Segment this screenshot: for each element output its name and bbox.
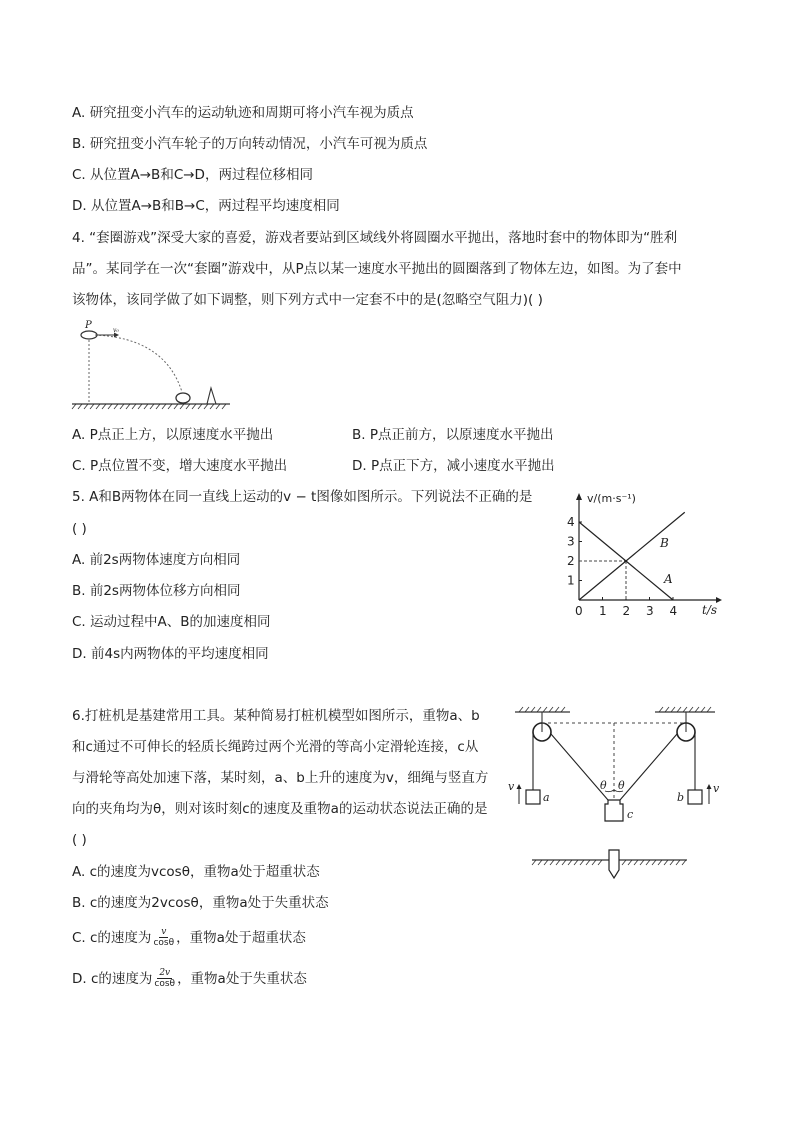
q5-stem-line2: ( ): [72, 521, 87, 537]
fraction-2v-over-cos: [154, 968, 175, 989]
q6-stem-line1: 6.打桩机是基建常用工具。某种简易打桩机模型如图所示，重物a、b: [72, 708, 480, 724]
q5-option-c: C. 运动过程中A、B的加速度相同: [72, 614, 271, 630]
y-tick-label: 1: [567, 573, 575, 588]
q6-stem-line5: ( ): [72, 832, 87, 848]
q6-stem-line3: 与滑轮等高处加速下落，某时刻，a、b上升的速度为v，细绳与竖直方: [72, 770, 489, 786]
q4-label-p: P: [85, 320, 92, 331]
q5-option-d: D. 前4s内两物体的平均速度相同: [72, 646, 269, 662]
q6-stem-line4: 向的夹角均为θ，则对该时刻c的速度及重物a的运动状态说法正确的是: [72, 801, 488, 817]
series-label-b: B: [660, 536, 669, 550]
q5-option-a: A. 前2s两物体速度方向相同: [72, 552, 241, 568]
q6-pile-driver-figure: [505, 700, 730, 885]
y-axis-arrow-icon: [576, 493, 582, 500]
q6-label-a: a: [543, 791, 550, 804]
x-tick-label: 2: [622, 604, 631, 618]
fraction-v-over-cos: [153, 927, 174, 948]
target-object-icon: [207, 388, 216, 404]
q5-option-b: B. 前2s两物体位移方向相同: [72, 583, 241, 599]
q4-stem-line3: 该物体，该同学做了如下调整，则下列方式中一定套不中的是(忽略空气阻力)( ): [72, 292, 543, 308]
q6-label-b: b: [677, 791, 685, 804]
origin-label: 0: [575, 604, 583, 618]
weight-a: [526, 790, 540, 804]
q6-option-b: B. c的速度为2vcosθ，重物a处于失重状态: [72, 895, 329, 911]
q4-stem-line1: 4. “套圈游戏”深受大家的喜爱，游戏者要站到区域线外将圆圈水平抛出，落地时套中的物体即为“胜利: [72, 230, 678, 246]
q3-option-a: A. 研究扭变小汽车的运动轨迹和周期可将小汽车视为质点: [72, 105, 414, 121]
q4-label-v0: v₀: [113, 327, 119, 334]
q5-stem-line1: 5. A和B两物体在同一直线上运动的v − t图像如图所示。下列说法不正确的是: [72, 489, 533, 505]
fraction-denominator: cosθ: [154, 979, 176, 989]
q4-option-b: B. P点正前方，以原速度水平抛出: [352, 427, 554, 443]
fraction-denominator: cosθ: [153, 938, 175, 948]
x-tick-label: 3: [646, 604, 654, 618]
q4-option-c: C. P点位置不变，增大速度水平抛出: [72, 458, 288, 474]
q4-projectile-figure: [70, 318, 240, 410]
q6-label-theta-right: θ: [618, 779, 625, 792]
fraction-numerator: v: [161, 927, 167, 937]
q4-option-d: D. P点正下方，减小速度水平抛出: [352, 458, 555, 474]
q6-option-c-suffix: ，重物a处于超重状态: [176, 929, 306, 946]
q3-option-c: C. 从位置A→B和C→D，两过程位移相同: [72, 167, 313, 183]
q3-option-b: B. 研究扭变小汽车轮子的万向转动情况，小汽车可视为质点: [72, 136, 428, 152]
ring-landed-icon: [176, 393, 190, 403]
series-label-a: A: [664, 572, 673, 586]
pile-icon: [609, 850, 619, 878]
x-axis-label: t/s: [702, 603, 718, 617]
q4-stem-line2: 品”。某同学在一次“套圈”游戏中，从P点以某一速度水平抛出的圆圈落到了物体左边，如图。为了套中: [72, 261, 682, 277]
q6-label-theta-left: θ: [600, 779, 607, 792]
fraction-numerator: 2v: [159, 968, 171, 978]
q6-option-d-suffix: ，重物a处于失重状态: [177, 970, 307, 987]
ring-start-icon: [81, 331, 97, 339]
q6-option-d: [72, 968, 307, 989]
q6-label-v-left: v: [508, 780, 515, 793]
x-tick-label: 1: [599, 604, 607, 618]
q3-option-d: D. 从位置A→B和B→C，两过程平均速度相同: [72, 198, 340, 214]
q4-option-a: A. P点正上方，以原速度水平抛出: [72, 427, 274, 443]
weight-b: [688, 790, 702, 804]
q6-option-c-prefix: C. c的速度为: [72, 929, 152, 946]
y-tick-label: 4: [567, 515, 575, 529]
q6-label-c: c: [627, 808, 634, 821]
q6-option-c: [72, 927, 306, 948]
up-arrow-right-icon: [707, 784, 712, 789]
y-tick-label: 2: [567, 554, 575, 568]
q6-label-v-right: v: [713, 782, 720, 795]
q6-option-a: A. c的速度为vcosθ，重物a处于超重状态: [72, 864, 320, 880]
q5-vt-graph: [556, 488, 732, 618]
y-tick-label: 3: [567, 534, 575, 549]
up-arrow-left-icon: [517, 784, 522, 789]
q6-stem-line2: 和c通过不可伸长的轻质长绳跨过两个光滑的等高小定滑轮连接，c从: [72, 739, 479, 755]
x-tick-label: 4: [669, 604, 678, 618]
q6-option-d-prefix: D. c的速度为: [72, 970, 153, 987]
weight-c: [605, 800, 623, 821]
series-line-b: [579, 512, 685, 600]
y-axis-label: v/(m·s⁻¹): [587, 492, 636, 505]
